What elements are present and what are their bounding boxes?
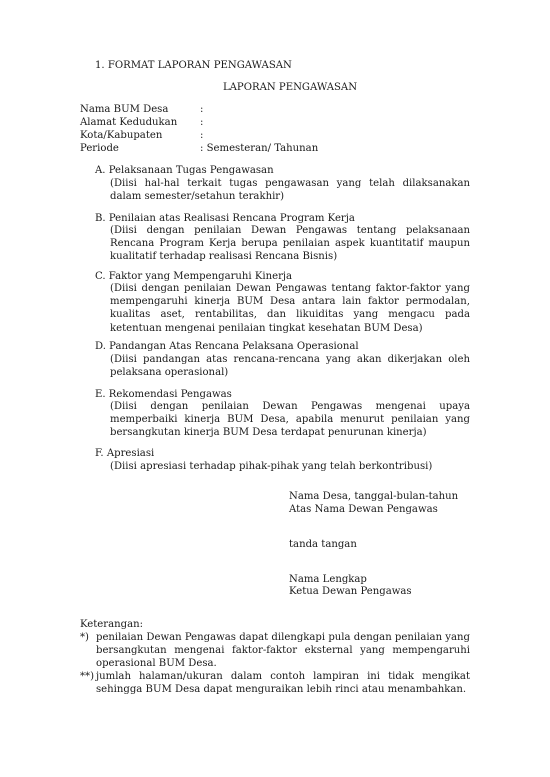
field-value-alamat: : bbox=[200, 117, 204, 128]
notes-title: Keterangan: bbox=[80, 619, 143, 630]
section-b-title: B. Penilaian atas Realisasi Rencana Program Kerja bbox=[95, 213, 355, 224]
field-value-periode: : Semesteran/ Tahunan bbox=[200, 143, 319, 154]
section-a-title: A. Pelaksanaan Tugas Pengawasan bbox=[95, 165, 274, 176]
section-c-desc: (Diisi dengan penilaian Dewan Pengawas tentang faktor-faktor yang mempengaruhi kinerja BUM Desa antara lain faktor permodalan, kualitas aset, rentabilitas, dan likuiditas yang mengacu pada ketentuan mengenai penilaian tingkat kesehatan BUM Desa) bbox=[110, 283, 470, 334]
signature-on-behalf: Atas Nama Dewan Pengawas bbox=[289, 504, 438, 515]
section-c-title: C. Faktor yang Mempengaruhi Kinerja bbox=[95, 271, 293, 282]
signature-line: tanda tangan bbox=[289, 539, 357, 550]
field-label-periode: Periode bbox=[80, 143, 119, 154]
section-a-desc: (Diisi hal-hal terkait tugas pengawasan yang telah dilaksanakan dalam semester/setahun terakhir) bbox=[110, 178, 470, 203]
section-f-title: F. Apresiasi bbox=[95, 448, 155, 459]
note-item bbox=[80, 670, 470, 696]
note-text: jumlah halaman/ukuran dalam contoh lampiran ini tidak mengikat sehingga BUM Desa dapat menguraikan lebih rinci atau menambahkan. bbox=[96, 671, 470, 696]
field-value-nama-bum-desa: : bbox=[200, 104, 204, 115]
note-text: penilaian Dewan Pengawas dapat dilengkapi pula dengan penilaian yang bersangkutan mengenai faktor-faktor eksternal yang mempengaruhi operasional BUM Desa. bbox=[96, 632, 470, 670]
section-f-desc: (Diisi apresiasi terhadap pihak-pihak yang telah berkontribusi) bbox=[110, 461, 433, 472]
signature-name: Nama Lengkap bbox=[289, 574, 367, 585]
section-d-title: D. Pandangan Atas Rencana Pelaksana Operasional bbox=[95, 341, 359, 352]
section-e-desc: (Diisi dengan penilaian Dewan Pengawas mengenai upaya memperbaiki kinerja BUM Desa, apabila menurut penilaian yang bersangkutan kinerja BUM Desa terdapat penurunan kinerja) bbox=[110, 401, 470, 439]
section-d-desc: (Diisi pandangan atas rencana-rencana yang akan dikerjakan oleh pelaksana operasional) bbox=[110, 354, 470, 379]
signature-place-date: Nama Desa, tanggal-bulan-tahun bbox=[289, 491, 459, 502]
field-label-kota: Kota/Kabupaten bbox=[80, 130, 163, 141]
field-label-alamat: Alamat Kedudukan bbox=[80, 117, 178, 128]
section-e-title: E. Rekomendasi Pengawas bbox=[95, 389, 232, 400]
document-heading: 1. FORMAT LAPORAN PENGAWASAN bbox=[95, 60, 292, 71]
field-label-nama-bum-desa: Nama BUM Desa bbox=[80, 104, 169, 115]
section-b-desc: (Diisi dengan penilaian Dewan Pengawas tentang pelaksanaan Rencana Program Kerja berupa penilaian aspek kuantitatif maupun kualitatif terhadap realisasi Rencana Bisnis) bbox=[110, 225, 470, 263]
note-marker: *) bbox=[80, 632, 89, 643]
field-value-kota: : bbox=[200, 130, 204, 141]
report-title: LAPORAN PENGAWASAN bbox=[222, 82, 358, 93]
note-item bbox=[80, 631, 470, 671]
note-marker: **) bbox=[80, 671, 95, 682]
signature-position: Ketua Dewan Pengawas bbox=[289, 586, 412, 597]
